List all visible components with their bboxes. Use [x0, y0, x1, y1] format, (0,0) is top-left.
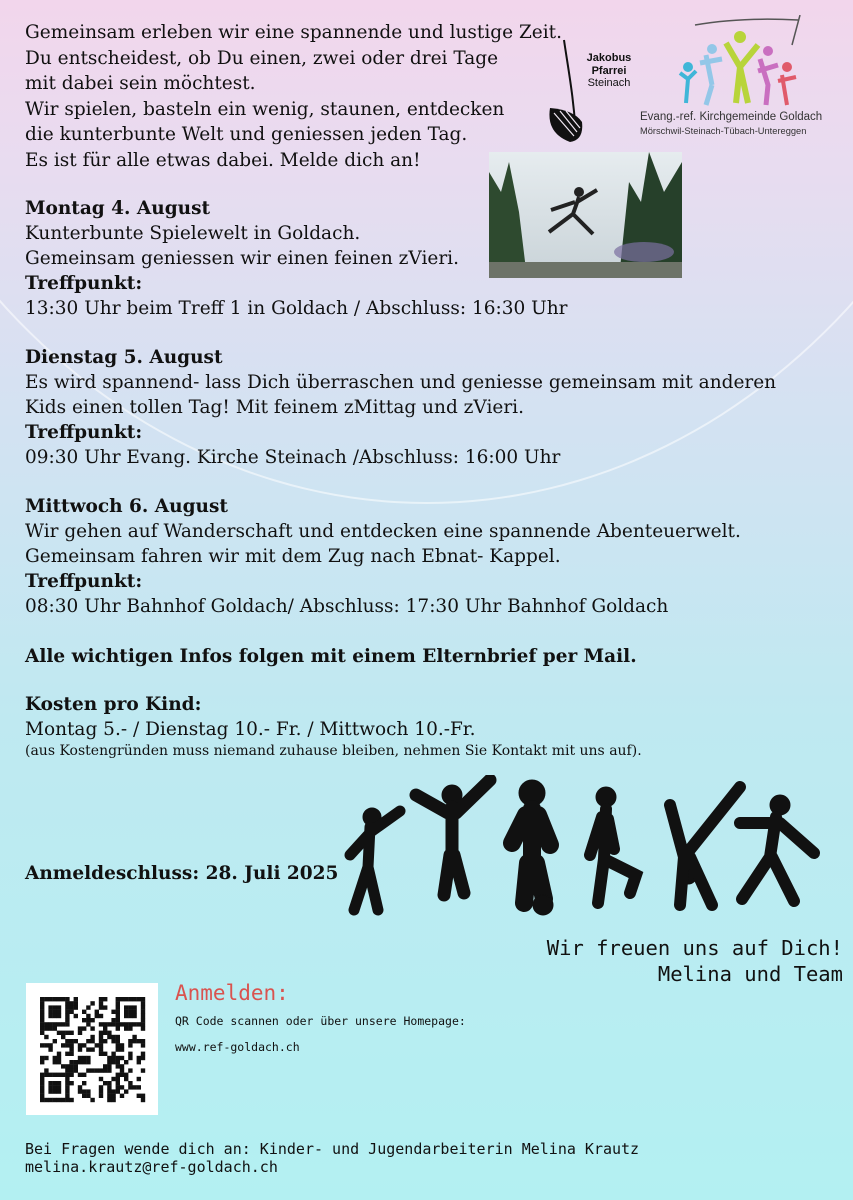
qr-code[interactable] [26, 983, 158, 1115]
colorful-figures-icon [640, 15, 845, 110]
meet-info: 08:30 Uhr Bahnhof Goldach/ Abschluss: 17:30 Uhr Bahnhof Goldach [25, 596, 669, 617]
kid-silhouette-1 [350, 808, 400, 910]
kids-silhouettes [340, 775, 820, 920]
intro-line: die kunterbunte Welt und geniessen jeden Tag. [25, 124, 468, 145]
qr-code-icon [26, 983, 158, 1115]
intro-line: Gemeinsam erleben wir eine spannende und lustige Zeit. [25, 22, 562, 43]
intro-line: Du entscheidest, ob Du einen, zwei oder drei Tage [25, 47, 499, 69]
greeting-line2: Melina und Team [657, 962, 843, 986]
meet-label: Treffpunkt: [25, 273, 143, 294]
day-desc: Wir gehen auf Wanderschaft und entdecken eine spannende Abenteuerwelt. [25, 521, 741, 542]
meet-label: Treffpunkt: [25, 422, 143, 443]
greeting [547, 935, 843, 987]
kid-silhouette-3 [512, 780, 553, 915]
evang-line1: Evang.-ref. Kirchgemeinde Goldach [640, 111, 823, 123]
day-monday [25, 196, 568, 321]
meet-info: 13:30 Uhr beim Treff 1 in Goldach / Abschluss: 16:30 Uhr [25, 298, 568, 319]
infos-note: Alle wichtigen Infos folgen mit einem Elternbrief per Mail. [25, 646, 637, 667]
signup-deadline: Anmeldeschluss: 28. Juli 2025 [25, 863, 339, 884]
contact-info [25, 1140, 639, 1176]
day-title: Dienstag 5. August [25, 347, 223, 368]
evang-logo [640, 15, 845, 140]
signup-text: QR Code scannen oder über unsere Homepage: [175, 1014, 466, 1028]
day-desc: Gemeinsam geniessen wir einen feinen zVieri. [25, 248, 459, 269]
greeting-line1: Wir freuen uns auf Dich! [546, 936, 843, 960]
kid-silhouette-4 [590, 787, 636, 903]
homepage-link[interactable]: www.ref-goldach.ch [175, 1040, 300, 1054]
kid-silhouette-2 [416, 780, 490, 895]
day-desc: Kunterbunte Spielewelt in Goldach. [25, 223, 361, 244]
day-wednesday [25, 494, 741, 619]
jakobus-logo [544, 38, 639, 148]
jakobus-line1: Jakobus [586, 52, 632, 64]
day-desc: Es wird spannend- lass Dich überraschen und geniesse gemeinsam mit anderen [25, 372, 777, 393]
intro-line: Es ist für alle etwas dabei. Melde dich an! [25, 149, 421, 171]
day-tuesday [25, 345, 776, 470]
day-title: Mittwoch 6. August [25, 496, 228, 517]
evang-line2: Mörschwil-Steinach-Tübach-Untereggen [640, 126, 807, 136]
jakobus-line2: Pfarrei [591, 64, 627, 77]
intro-line: mit dabei sein möchtest. [25, 73, 256, 94]
jakobus-line3: Steinach [587, 77, 631, 89]
day-desc: Kids einen tollen Tag! Mit feinem zMittag und zVieri. [25, 397, 524, 418]
kid-silhouette-6 [740, 795, 814, 901]
intro-text [25, 20, 562, 173]
costs-note: (aus Kostengründen muss niemand zuhause bleiben, nehmen Sie Kontakt mit uns auf). [25, 743, 642, 759]
day-title: Montag 4. August [25, 198, 211, 219]
costs-line: Montag 5.- / Dienstag 10.- Fr. / Mittwoch 10.-Fr. [25, 719, 476, 740]
costs-section [25, 692, 642, 760]
contact-email-link[interactable]: melina.krautz@ref-goldach.ch [25, 1158, 278, 1176]
meet-info: 09:30 Uhr Evang. Kirche Steinach /Abschluss: 16:00 Uhr [25, 447, 561, 468]
costs-title: Kosten pro Kind: [25, 694, 202, 715]
contact-line: Bei Fragen wende dich an: Kinder- und Jugendarbeiterin Melina Krautz [25, 1140, 640, 1158]
meet-label: Treffpunkt: [25, 571, 143, 592]
signup-title: Anmelden: [175, 981, 289, 1005]
intro-line: Wir spielen, basteln ein wenig, staunen, entdecken [25, 98, 505, 120]
day-desc: Gemeinsam fahren wir mit dem Zug nach Ebnat- Kappel. [25, 546, 561, 567]
kid-silhouette-5 [670, 787, 740, 905]
